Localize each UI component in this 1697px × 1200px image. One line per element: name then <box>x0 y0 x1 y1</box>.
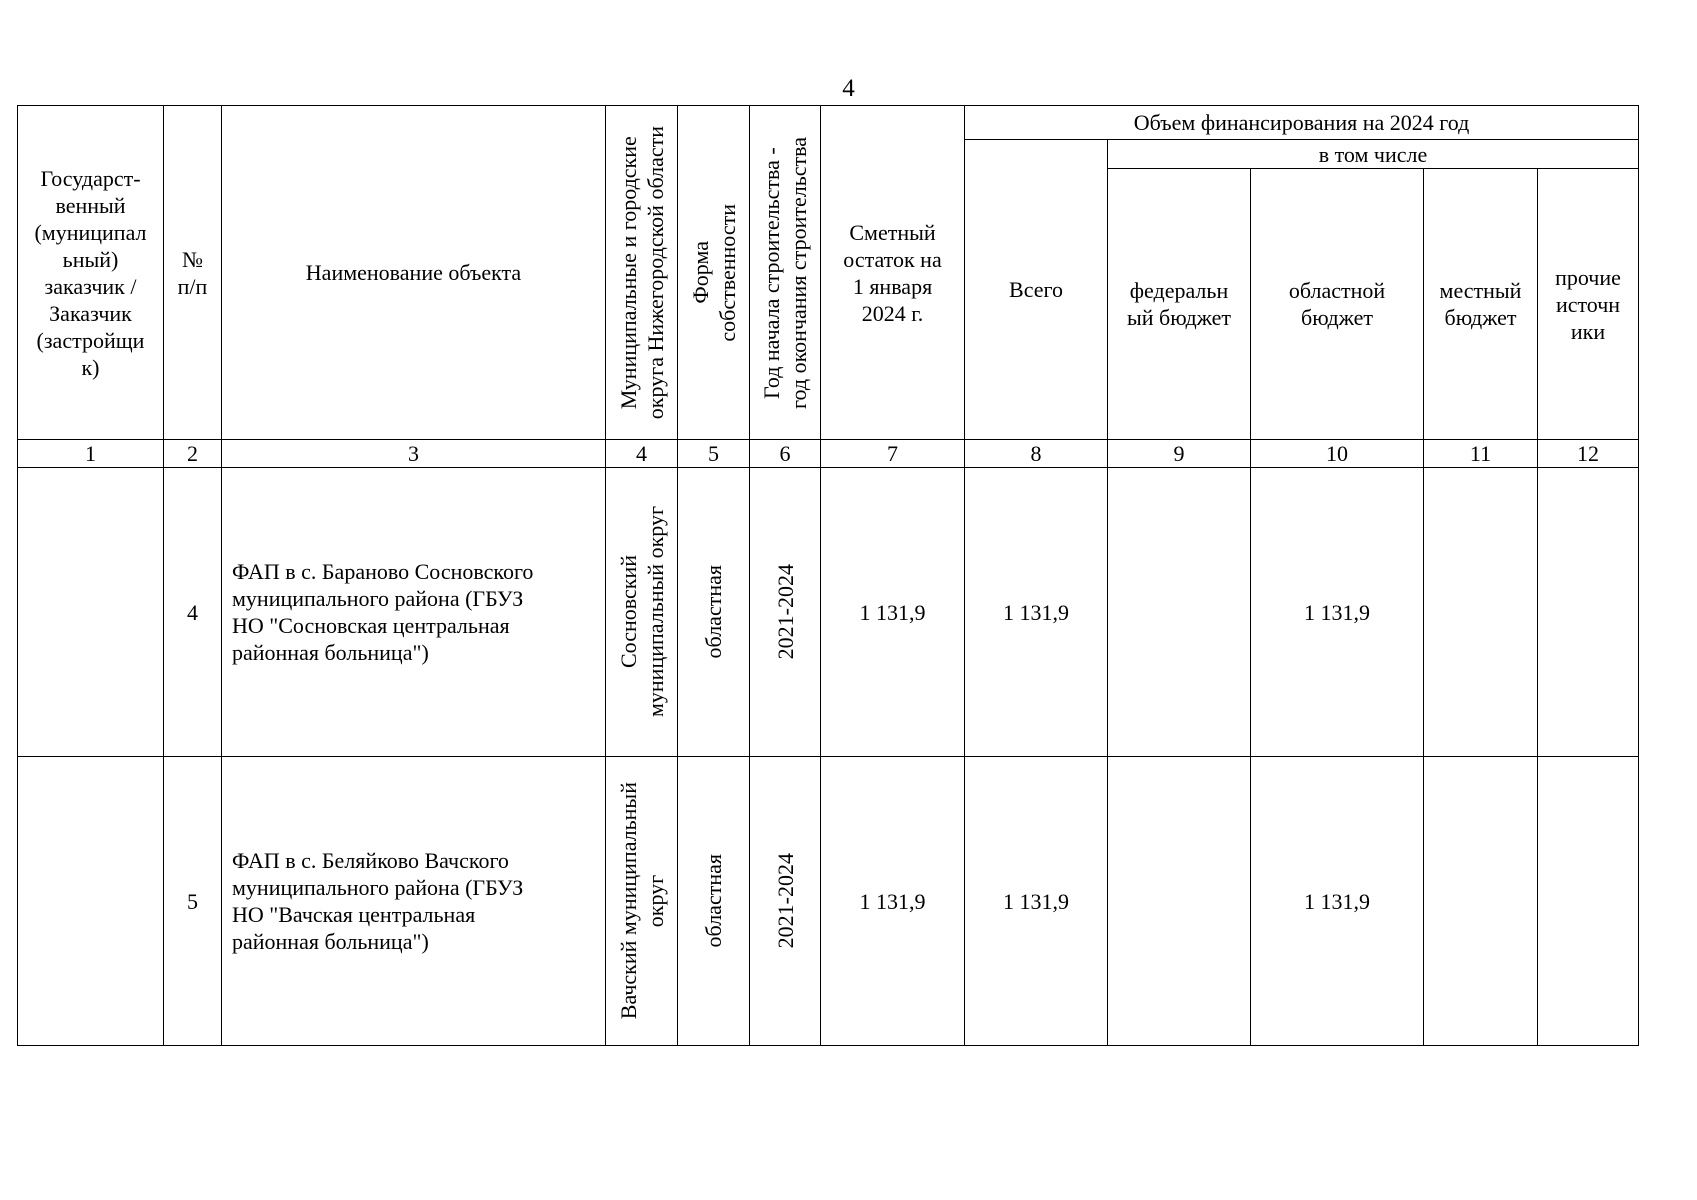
header-estimate: Сметный остаток на 1 января 2024 г. <box>821 106 965 440</box>
row-regional: 1 131,9 <box>1251 757 1424 1046</box>
row-other <box>1538 757 1639 1046</box>
column-number: 2 <box>164 440 222 468</box>
row-total: 1 131,9 <box>965 757 1108 1046</box>
column-number: 5 <box>678 440 750 468</box>
header-regional: областной бюджет <box>1251 169 1424 440</box>
row-local <box>1424 468 1538 757</box>
header-object-name: Наименование объекта <box>222 106 606 440</box>
column-number: 9 <box>1108 440 1251 468</box>
column-number: 4 <box>606 440 678 468</box>
row-local <box>1424 757 1538 1046</box>
financing-table <box>17 105 1639 1046</box>
header-municipality: Муниципальные и городские округа Нижегородской области <box>606 106 678 440</box>
row-total: 1 131,9 <box>965 468 1108 757</box>
row-municipality: Вачский муниципальный округ <box>606 757 678 1046</box>
header-federal: федеральн ый бюджет <box>1108 169 1251 440</box>
header-including: в том числе <box>1108 140 1639 169</box>
column-number: 11 <box>1424 440 1538 468</box>
row-other <box>1538 468 1639 757</box>
header-other: прочие источн ики <box>1538 169 1639 440</box>
column-number: 3 <box>222 440 606 468</box>
row-federal <box>1108 468 1251 757</box>
page-number: 4 <box>842 75 855 102</box>
header-number: № п/п <box>164 106 222 440</box>
row-object-name: ФАП в с. Бараново Сосновского муниципального района (ГБУЗ НО "Сосновская центральная районная больница") <box>222 468 606 757</box>
column-number: 7 <box>821 440 965 468</box>
table-row <box>18 468 1639 757</box>
column-number: 12 <box>1538 440 1639 468</box>
table-row <box>18 757 1639 1046</box>
row-years: 2021-2024 <box>750 468 821 757</box>
row-customer <box>18 757 164 1046</box>
row-object-name: ФАП в с. Беляйково Вачского муниципального района (ГБУЗ НО "Вачская центральная районная больница") <box>222 757 606 1046</box>
column-number: 6 <box>750 440 821 468</box>
header-local: местный бюджет <box>1424 169 1538 440</box>
header-ownership: Форма собственности <box>678 106 750 440</box>
column-number: 1 <box>18 440 164 468</box>
row-regional: 1 131,9 <box>1251 468 1424 757</box>
row-municipality: Сосновский муниципальный округ <box>606 468 678 757</box>
row-customer <box>18 468 164 757</box>
row-years: 2021-2024 <box>750 757 821 1046</box>
row-estimate: 1 131,9 <box>821 757 965 1046</box>
column-number: 10 <box>1251 440 1424 468</box>
row-number: 5 <box>164 757 222 1046</box>
row-estimate: 1 131,9 <box>821 468 965 757</box>
header-customer: Государст- венный (муниципал ьный) заказчик / Заказчик (застройщи к) <box>18 106 164 440</box>
header-total: Всего <box>965 140 1108 440</box>
row-ownership: областная <box>678 757 750 1046</box>
row-federal <box>1108 757 1251 1046</box>
row-number: 4 <box>164 468 222 757</box>
row-ownership: областная <box>678 468 750 757</box>
header-years: Год начала строительства - год окончания строительства <box>750 106 821 440</box>
header-funding: Объем финансирования на 2024 год <box>965 106 1639 140</box>
column-number: 8 <box>965 440 1108 468</box>
